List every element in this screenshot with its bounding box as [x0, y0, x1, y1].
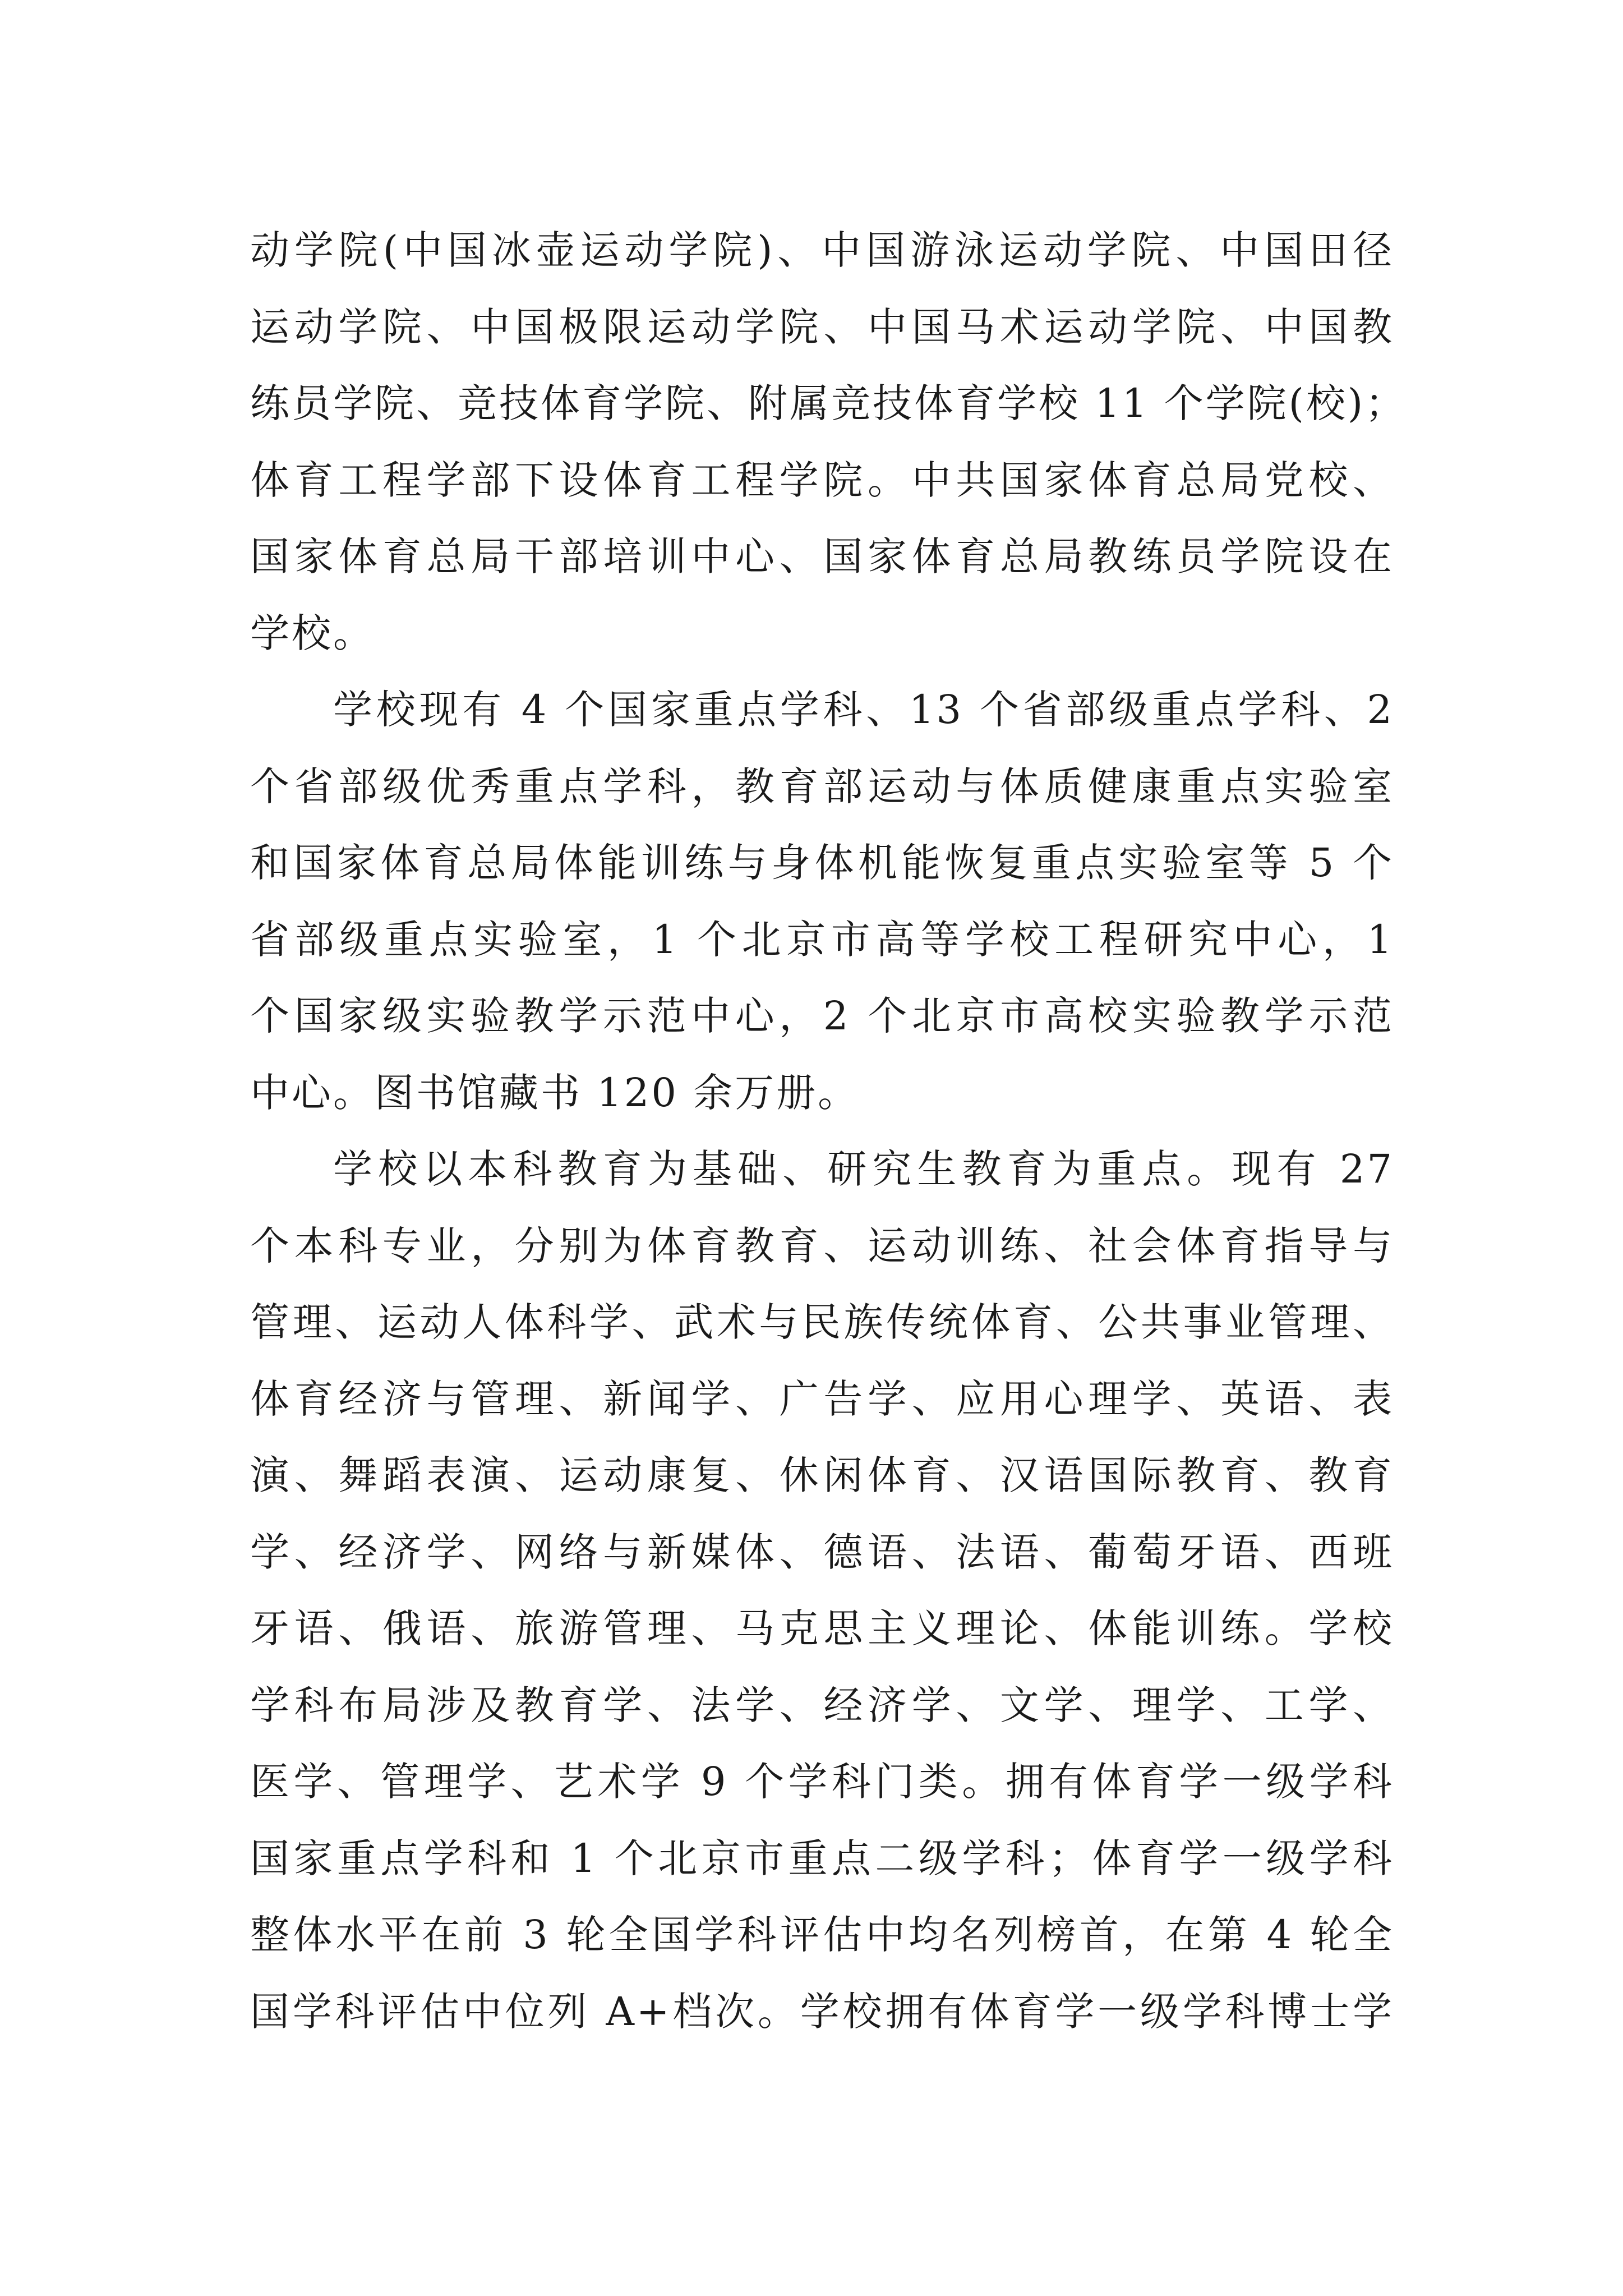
- body-text: [250, 212, 1407, 2050]
- text-line: 体育工程学部下设体育工程学院。中共国家体育总局党校、: [250, 457, 1394, 503]
- text-line: 和国家体育总局体能训练与身体机能恢复重点实验室等 5 个: [250, 840, 1394, 886]
- text-line: 整体水平在前 3 轮全国学科评估中均名列榜首，在第 4 轮全: [250, 1912, 1394, 1958]
- text-line: 管理、运动人体科学、武术与民族传统体育、公共事业管理、: [250, 1299, 1394, 1345]
- text-line: 运动学院、中国极限运动学院、中国马术运动学院、中国教: [250, 303, 1394, 350]
- text-line: 动学院(中国冰壶运动学院)、中国游泳运动学院、中国田径: [250, 227, 1394, 273]
- paragraph-first-line: 学校以本科教育为基础、研究生教育为重点。现有 27: [333, 1146, 1394, 1192]
- text-line: 体育经济与管理、新闻学、广告学、应用心理学、英语、表: [250, 1375, 1394, 1422]
- text-line: 中心。图书馆藏书 120 余万册。: [250, 1069, 860, 1116]
- text-line: 医学、管理学、艺术学 9 个学科门类。拥有体育学一级学科: [250, 1759, 1394, 1805]
- text-line: 国学科评估中位列 A+档次。学校拥有体育学一级学科博士学: [250, 1988, 1394, 2035]
- text-line: 练员学院、竞技体育学院、附属竞技体育学校 11 个学院(校)；: [250, 380, 1407, 426]
- text-line: 演、舞蹈表演、运动康复、休闲体育、汉语国际教育、教育: [250, 1452, 1394, 1498]
- paragraph-first-line: 学校现有 4 个国家重点学科、13 个省部级重点学科、2: [333, 687, 1394, 733]
- text-line: 个国家级实验教学示范中心，2 个北京市高校实验教学示范: [250, 993, 1394, 1039]
- text-line: 学校。: [250, 610, 375, 656]
- text-line: 省部级重点实验室，1 个北京市高等学校工程研究中心，1: [250, 916, 1394, 963]
- text-line: 牙语、俄语、旅游管理、马克思主义理论、体能训练。学校: [250, 1605, 1394, 1651]
- text-line: 学、经济学、网络与新媒体、德语、法语、葡萄牙语、西班: [250, 1529, 1394, 1575]
- text-line: 个本科专业，分别为体育教育、运动训练、社会体育指导与: [250, 1222, 1394, 1269]
- text-line: 个省部级优秀重点学科，教育部运动与体质健康重点实验室: [250, 763, 1394, 809]
- text-line: 学科布局涉及教育学、法学、经济学、文学、理学、工学、: [250, 1682, 1394, 1728]
- text-line: 国家重点学科和 1 个北京市重点二级学科；体育学一级学科: [250, 1835, 1394, 1881]
- text-line: 国家体育总局干部培训中心、国家体育总局教练员学院设在: [250, 533, 1394, 579]
